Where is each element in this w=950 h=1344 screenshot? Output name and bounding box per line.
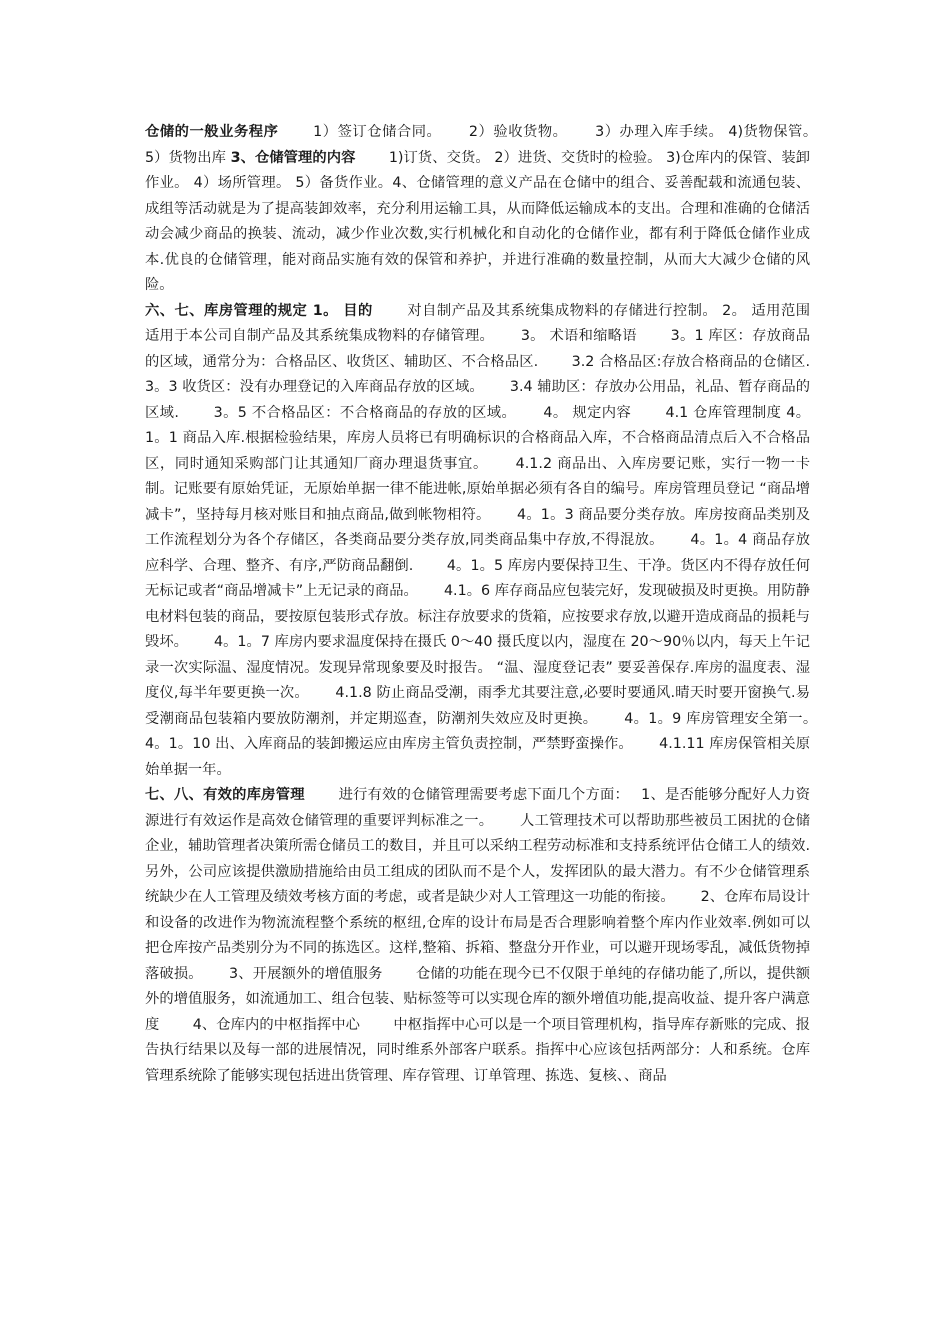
- document-body: [145, 120, 844, 1089]
- paragraph-warehouse-procedures: [145, 120, 844, 299]
- heading-effective-management: 七、八、有效的库房管理: [145, 787, 305, 803]
- paragraph-text: 1)订货、交货。 2）进货、交货时的检验。 3)仓库内的保管、装卸作业。 4）场所管理。 5）备货作业。4、仓储管理的意义产品在仓储中的组合、妥善配载和流通包装、成组等活动就是为了提高装卸效率，充分利用运输工具，从而降低运输成本的支出。合理和准确的仓储活动会减少商品的换装、流动，减少作业次数,实行机械化和自动化的仓储作业，都有利于降低仓储作业成本.优良的仓储管理，能对商品实施有效的保管和养护，并进行准确的数量控制，从而大大减少仓储的风险。: [145, 149, 810, 293]
- heading-management-content: 3、仓储管理的内容: [230, 149, 356, 166]
- paragraph-text: 对自制产品及其系统集成物料的存储进行控制。 2。 适用范围 适用于本公司自制产品及其系统集成物料的存储管理。 3。 术语和缩略语 3。1 库区：存放商品的区域，通常分为：合格品区、收货区、辅助区、不合格品区. 3.2 合格品区:存放合格商品的仓储区. 3。3 收货区：没有办理登记的入库商品存放的区域。 3.4 辅助区：存放办公用品，礼品、暂存商品的区域. 3。5 不合格品区：不合格商品的存放的区域。 4。 规定内容 4.1 仓库管理制度 4。1。1 商品入库.根据检验结果，库房人员将已有明确标识的合格商品入库，不合格商品清点后入不合格品区，同时通知采购部门让其通知厂商办理退货事宜。 4.1.2 商品出、入库房要记账，实行一物一卡制。记账要有原始凭证，无原始单据一律不能进帐,原始单据必须有各自的编号。库房管理员登记 “商品增减卡”，坚持每月核对账目和抽点商品,做到帐物相符。 4。1。3 商品要分类存放。库房按商品类别及工作流程划分为各个存储区，各类商品要分类存放,同类商品集中存放,不得混放。 4。1。4 商品存放应科学、合理、整齐、有序,严防商品翻倒. 4。1。5 库房内要保持卫生、干净。货区内不得存放任何无标记或者“商品增减卡”上无记录的商品。 4.1。6 库存商品应包装完好，发现破损及时更换。用防静电材料包装的商品，要按原包装形式存放。标注存放要求的货箱，应按要求存放,以避开造成商品的损耗与毁坏。 4。1。7 库房内要求温度保持在摄氏 0～40 摄氏度以内，湿度在 20～90％以内，每天上午记录一次实际温、湿度情况。发现异常现象要及时报告。 “温、湿度登记表” 要妥善保存.库房的温度表、湿度仪,每半年要更换一次。 4.1.8 防止商品受潮，雨季尤其要注意,必要时要通风.晴天时要开窗换气.易受潮商品包装箱内要放防潮剂，并定期巡查，防潮剂失效应及时更换。 4。1。9 库房管理安全第一。 4。1。10 出、入库商品的装卸搬运应由库房主管负责控制，严禁野蛮操作。 4.1.11 库房保管相关原始单据一年。: [145, 302, 844, 778]
- paragraph-text: 进行有效的仓储管理需要考虑下面几个方面： 1、是否能够分配好人力资源进行有效运作是高效仓储管理的重要评判标准之一。 人工管理技术可以帮助那些被员工困扰的仓储企业，辅助管理者决策所需仓储员工的数目，并且可以采纳工程劳动标准和支持系统评估仓储工人的绩效.另外，公司应该提供激励措施给由员工组成的团队而不是个人，发挥团队的最大潜力。有不少仓储管理系统缺少在人工管理及绩效考核方面的考虑，或者是缺少对人工管理这一功能的衔接。 2、仓库布局设计和设备的改进作为物流流程整个系统的枢纽,仓库的设计布局是否合理影响着整个库内作业效率.例如可以把仓库按产品类别分为不同的拣选区。这样,整箱、拆箱、整盘分开作业，可以避开现场零乱，减低货物掉落破损。 3、开展额外的增值服务 仓储的功能在现今已不仅限于单纯的存储功能了,所以，提供额外的增值服务，如流通加工、组合包装、贴标签等可以实现仓库的额外增值功能,提高收益、提升客户满意度 4、仓库内的中枢指挥中心 中枢指挥中心可以是一个项目管理机构，指导库存新账的完成、报告执行结果以及每一部的进展情况，同时维系外部客户联系。指挥中心应该包括两部分：人和系统。仓库管理系统除了能够实现包括进出货管理、库存管理、订单管理、拣选、复核、、商品: [145, 787, 810, 1084]
- paragraph-text: 1）签订仓储合同。 2）验收货物。 3）办理入库手续。 4)货物保管。 5）货物出库: [145, 124, 844, 166]
- paragraph-storeroom-rules: [145, 299, 844, 784]
- heading-storeroom-rules: 六、七、库房管理的规定 1。 目的: [145, 302, 373, 319]
- heading-general-procedures: 仓储的一般业务程序: [145, 124, 279, 140]
- paragraph-effective-management: [145, 783, 810, 1089]
